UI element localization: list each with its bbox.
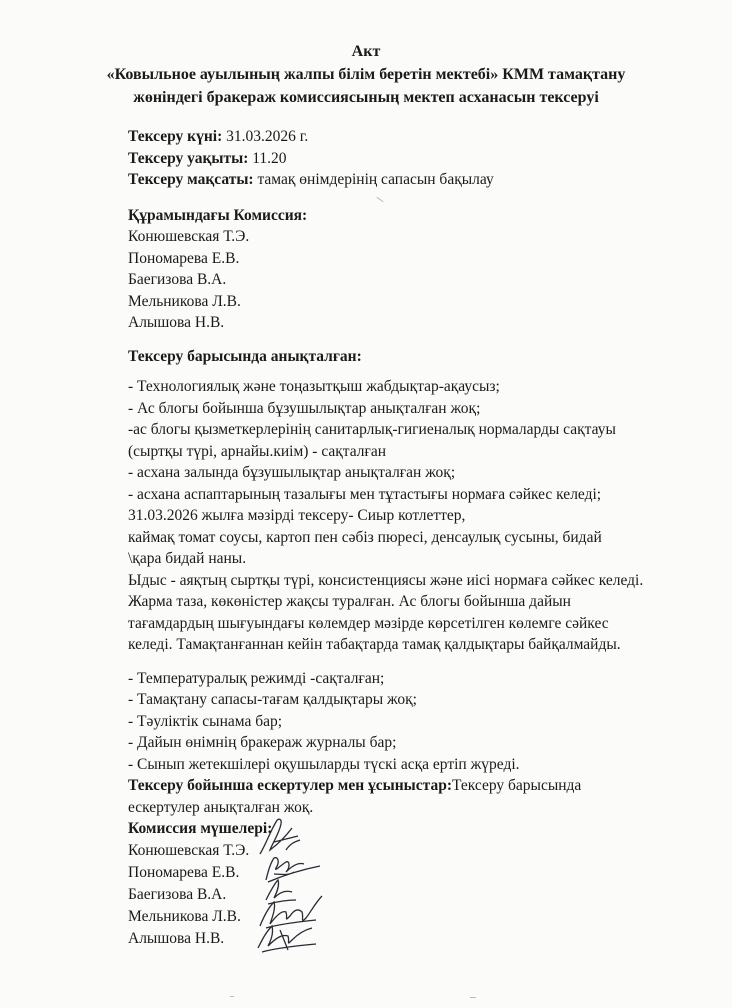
purpose-label: Тексеру мақсаты:	[128, 171, 254, 188]
signatures-heading: Комиссия мүшелері:	[128, 820, 273, 837]
signature-row	[128, 906, 708, 928]
signature-row	[128, 884, 708, 906]
title-commission: жөніндегі бракераж комиссиясының мектеп асханасын тексеруі	[133, 89, 599, 106]
finding-line: Жарма таза, көкөністер жақсы туралған. Ас блогы бойынша дайын	[128, 593, 571, 610]
check-line: - Дайын өнімнің бракераж журналы бар;	[128, 734, 397, 751]
finding-line: Ыдыс - аяқтың сыртқы түрі, консистенциясы және иісі нормаға сәйкес келеді.	[128, 571, 644, 589]
scan-artifact	[230, 996, 234, 997]
signature-name: Мельникова Л.В.	[128, 907, 241, 925]
remarks-text-start: Тексеру барысында	[452, 777, 582, 794]
findings-heading: Тексеру барысында анықталған:	[128, 347, 362, 365]
finding-line: (сыртқы түрі, арнайы.киім) - сақталған	[128, 442, 387, 460]
check-line: - Тамақтану сапасы-тағам қалдықтары жоқ;	[128, 691, 417, 708]
commission-member: Баегизова В.А.	[128, 271, 227, 288]
finding-line: - асхана аспаптарының тазалығы мен тұтастығы нормаға сәйкес келеді;	[128, 485, 602, 503]
finding-line: келеді. Тамақтанғаннан кейін табақтарда тамақ қалдықтары байқалмайды.	[128, 636, 621, 653]
commission-member: Алышова Н.В.	[128, 314, 225, 331]
commission-heading: Құрамындағы Комиссия:	[128, 206, 308, 224]
inspection-time	[128, 148, 708, 170]
inspection-purpose	[128, 169, 708, 191]
signature-name: Пономарева Е.В.	[128, 863, 240, 881]
inspection-date	[128, 126, 708, 148]
time-value: 11.20	[248, 149, 287, 167]
remarks-line	[128, 775, 708, 797]
finding-line: - Технологиялық және тоңазытқыш жабдықтар-ақаусыз;	[128, 378, 500, 395]
commission-member: Конюшевская Т.Э.	[128, 228, 250, 245]
finding-line: \қара бидай наны.	[128, 550, 247, 567]
check-line: - Сынып жетекшілері оқушыларды түскі асқа ертіп жүреді.	[128, 755, 520, 773]
document-title	[0, 40, 732, 109]
title-school: «Ковыльное ауылының жалпы білім беретін мектебі» КММ тамақтану	[106, 66, 626, 83]
purpose-value: тамақ өнімдерінің сапасын бақылау	[253, 171, 494, 188]
remarks-label: Тексеру бойынша ескертулер мен ұсыныстар:	[128, 777, 452, 794]
date-value: 31.03.2026 г.	[222, 128, 309, 145]
finding-line: - Ас блогы бойынша бұзушылықтар анықталған жоқ;	[128, 399, 481, 417]
signature-name: Баегизова В.А.	[128, 885, 227, 903]
remarks-text-end: ескертулер анықталған жоқ.	[128, 798, 314, 816]
check-line: - Температуралық режимді -сақталған;	[128, 669, 385, 687]
time-label: Тексеру уақыты:	[128, 149, 249, 167]
handwritten-signature	[254, 916, 324, 956]
signature-name: Алышова Н.В.	[128, 929, 225, 947]
finding-line: тағамдардың шығуындағы көлемдер мәзірде көрсетілген көлемге сәйкес	[128, 614, 609, 632]
title-act: Акт	[351, 43, 381, 60]
finding-line: 31.03.2026 жылға мәзірді тексеру- Сиыр котлеттер,	[128, 507, 466, 524]
date-label: Тексеру күні:	[128, 128, 223, 145]
signature-row	[128, 862, 708, 884]
finding-line: - асхана залында бұзушылықтар анықталған жоқ;	[128, 464, 456, 481]
document-body	[128, 126, 708, 950]
signature-row	[128, 928, 708, 950]
commission-member: Пономарева Е.В.	[128, 249, 240, 267]
signature-name: Конюшевская Т.Э.	[128, 841, 250, 859]
finding-line: -ас блогы қызметкерлерінің санитарлық-гигиеналық нормаларды сақтауы	[128, 421, 616, 438]
signature-row	[128, 840, 708, 862]
check-line: - Тәуліктік сынама бар;	[128, 712, 283, 730]
commission-member: Мельникова Л.В.	[128, 292, 241, 310]
scan-artifact	[470, 997, 476, 998]
finding-line: каймақ томат соусы, картоп пен сәбіз пюресі, денсаулық сусыны, бидай	[128, 528, 602, 546]
